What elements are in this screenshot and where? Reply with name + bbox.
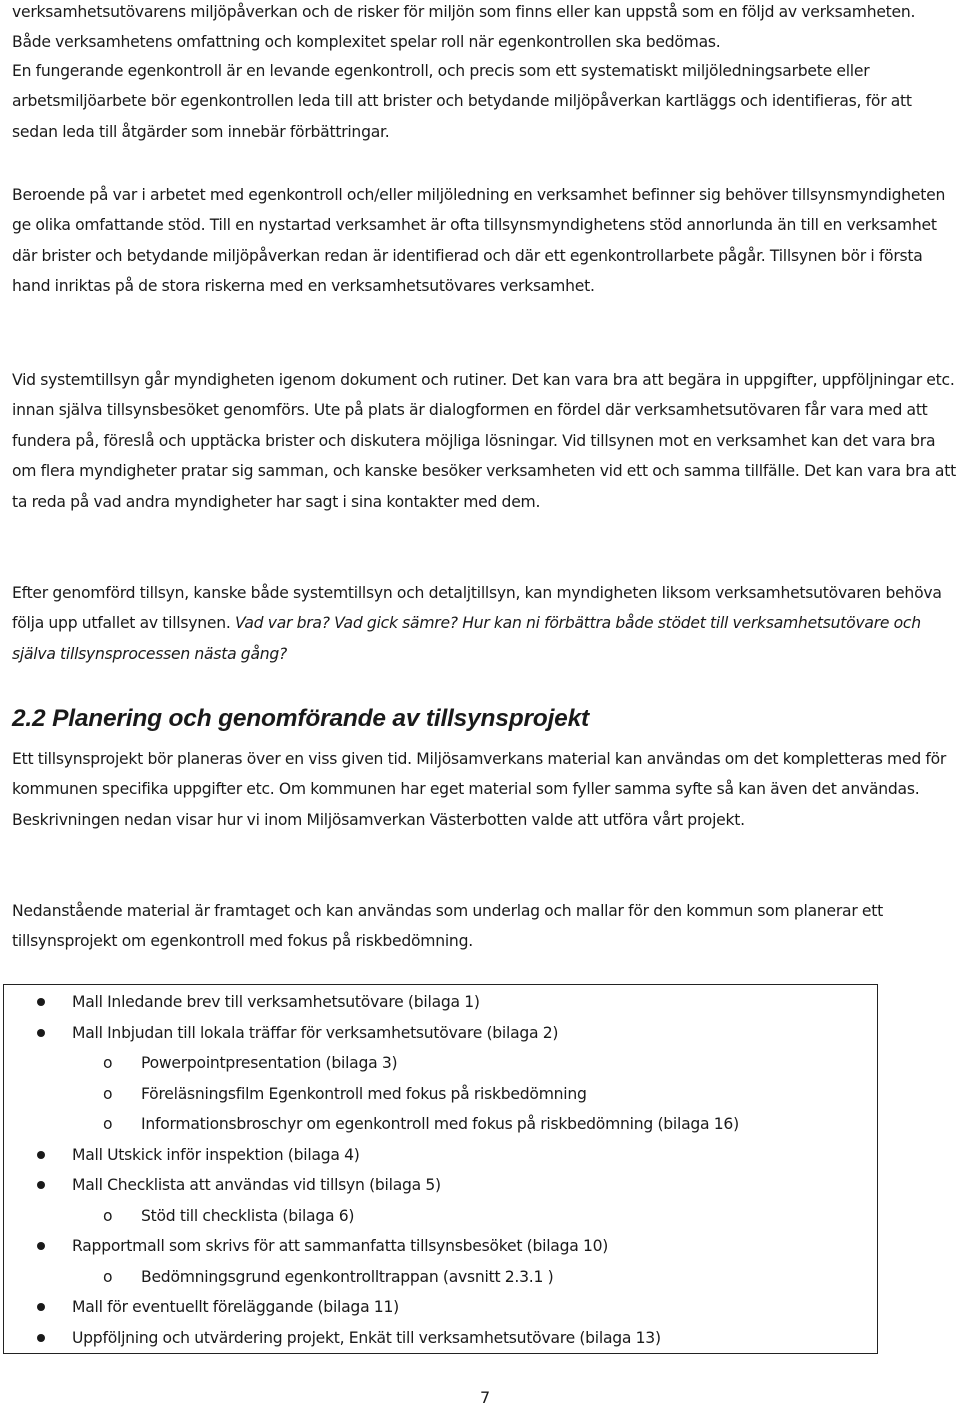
list-item	[4, 1323, 877, 1354]
paragraph-follow-up	[12, 578, 956, 669]
sub-list-item	[4, 1079, 877, 1110]
paragraph-system-supervision: Vid systemtillsyn går myndigheten igenom dokument och rutiner. Det kan vara bra att begära in uppgifter, uppföljningar etc. innan själva tillsynsbesöket genomförs. Ute på plats är dialogformen en fördel där verksamhetsutövaren får vara med att fundera på, föreslå och upptäcka brister och diskutera möjliga lösningar. Vid tillsynen mot en verksamhet kan det vara bra om flera myndigheter pratar sig samman, och kanske besöker verksamheten vid ett och samma tillfälle. Det kan vara bra att ta reda på vad andra myndigheter har sagt i sina kontakter med dem.	[12, 371, 956, 511]
page-number: 7	[480, 1388, 491, 1407]
list-item	[4, 1292, 877, 1323]
list-item-text: Rapportmall som skrivs för att sammanfatta tillsynsbesöket (bilaga 10)	[72, 1237, 609, 1255]
list-item-text: Mall Inledande brev till verksamhetsutövare (bilaga 1)	[72, 993, 480, 1011]
sub-bullet-icon: o	[103, 1115, 113, 1133]
list-item-text: Bedömningsgrund egenkontrolltrappan (avsnitt 2.3.1 )	[141, 1267, 554, 1286]
sub-list-item	[4, 1262, 877, 1293]
paragraph-support-levels: Beroende på var i arbetet med egenkontroll och/eller miljöledning en verksamhet befinner sig behöver tillsynsmyndigheten ge olika omfattande stöd. Till en nystartad verksamhet är ofta tillsynsmyndighetens stöd annorlunda än till en verksamhet där brister och betydande miljöpåverkan redan är identifierad och där ett egenkontrollarbete pågår. Tillsynen bör i första hand inriktas på de stora riskerna med en verksamhetsutövares verksamhet.	[12, 186, 946, 296]
sub-list-item	[4, 1109, 877, 1140]
list-item-text: Mall Utskick inför inspektion (bilaga 4)	[72, 1145, 360, 1164]
bullet-icon	[37, 998, 45, 1006]
list-item	[4, 1018, 877, 1049]
paragraph-environmental-impact: verksamhetsutövarens miljöpåverkan och de risker för miljön som finns eller kan uppstå som en följd av verksamheten. Både verksamhetens omfattning och komplexitet spelar roll när egenkontrollen ska bedömas.	[12, 3, 916, 52]
sub-bullet-icon: o	[103, 1267, 113, 1286]
list-item	[4, 1231, 877, 1262]
bullet-icon	[37, 1029, 45, 1037]
bullet-icon	[37, 1242, 45, 1250]
follow-up-questions: Vad var bra? Vad gick sämre? Hur kan ni förbättra både stödet till verksamhetsutövare och själva tillsynsprocessen nästa gång?	[12, 614, 921, 663]
paragraph-project-planning: Ett tillsynsprojekt bör planeras över en viss given tid. Miljösamverkans material kan användas om det kompletteras med för kommunen specifika uppgifter etc. Om kommunen har eget material som fyller samma syfte så kan även det användas. Beskrivningen nedan visar hur vi inom Miljösamverkan Västerbotten valde att utföra vårt projekt.	[12, 750, 947, 829]
material-list	[4, 987, 877, 1353]
list-item-text: Powerpointpresentation (bilaga 3)	[141, 1054, 398, 1072]
list-item-text: Mall för eventuellt föreläggande (bilaga 11)	[72, 1298, 399, 1316]
section-heading: 2.2 Planering och genomförande av tillsynsprojekt	[12, 705, 589, 732]
list-item-text: Mall Checklista att användas vid tillsyn (bilaga 5)	[72, 1176, 441, 1194]
sub-list-item	[4, 1048, 877, 1079]
list-item-text: Uppföljning och utvärdering projekt, Enkät till verksamhetsutövare (bilaga 13)	[72, 1328, 661, 1347]
bullet-icon	[37, 1181, 45, 1189]
list-item-text: Informationsbroschyr om egenkontroll med fokus på riskbedömning (bilaga 16)	[141, 1115, 739, 1133]
list-item	[4, 1170, 877, 1201]
bullet-icon	[37, 1151, 45, 1159]
list-item	[4, 987, 877, 1018]
bullet-icon	[37, 1334, 45, 1342]
sub-bullet-icon: o	[103, 1206, 113, 1225]
sub-list-item	[4, 1201, 877, 1232]
paragraph-material-note: Nedanstående material är framtaget och kan användas som underlag och mallar för den kommun som planerar ett tillsynsprojekt om egenkontroll med fokus på riskbedömning.	[12, 902, 883, 951]
list-item-text: Föreläsningsfilm Egenkontroll med fokus på riskbedömning	[141, 1084, 587, 1103]
list-item-text: Stöd till checklista (bilaga 6)	[141, 1206, 355, 1225]
list-item-text: Mall Inbjudan till lokala träffar för verksamhetsutövare (bilaga 2)	[72, 1023, 559, 1042]
bullet-icon	[37, 1303, 45, 1311]
follow-up-text: Efter genomförd tillsyn, kanske både systemtillsyn och detaljtillsyn, kan myndigheten liksom verksamhetsutövaren behöva följa upp utfallet av tillsynen.	[12, 584, 942, 633]
sub-bullet-icon: o	[103, 1084, 113, 1103]
paragraph-functioning-self-control: En fungerande egenkontroll är en levande egenkontroll, och precis som ett systematiskt miljöledningsarbete eller arbetsmiljöarbete bör egenkontrollen leda till att brister och betydande miljöpåverkan kartläggs och identifieras, för att sedan leda till åtgärder som innebär förbättringar.	[12, 62, 912, 141]
material-list-box	[3, 984, 878, 1354]
list-item	[4, 1140, 877, 1171]
sub-bullet-icon: o	[103, 1054, 113, 1072]
